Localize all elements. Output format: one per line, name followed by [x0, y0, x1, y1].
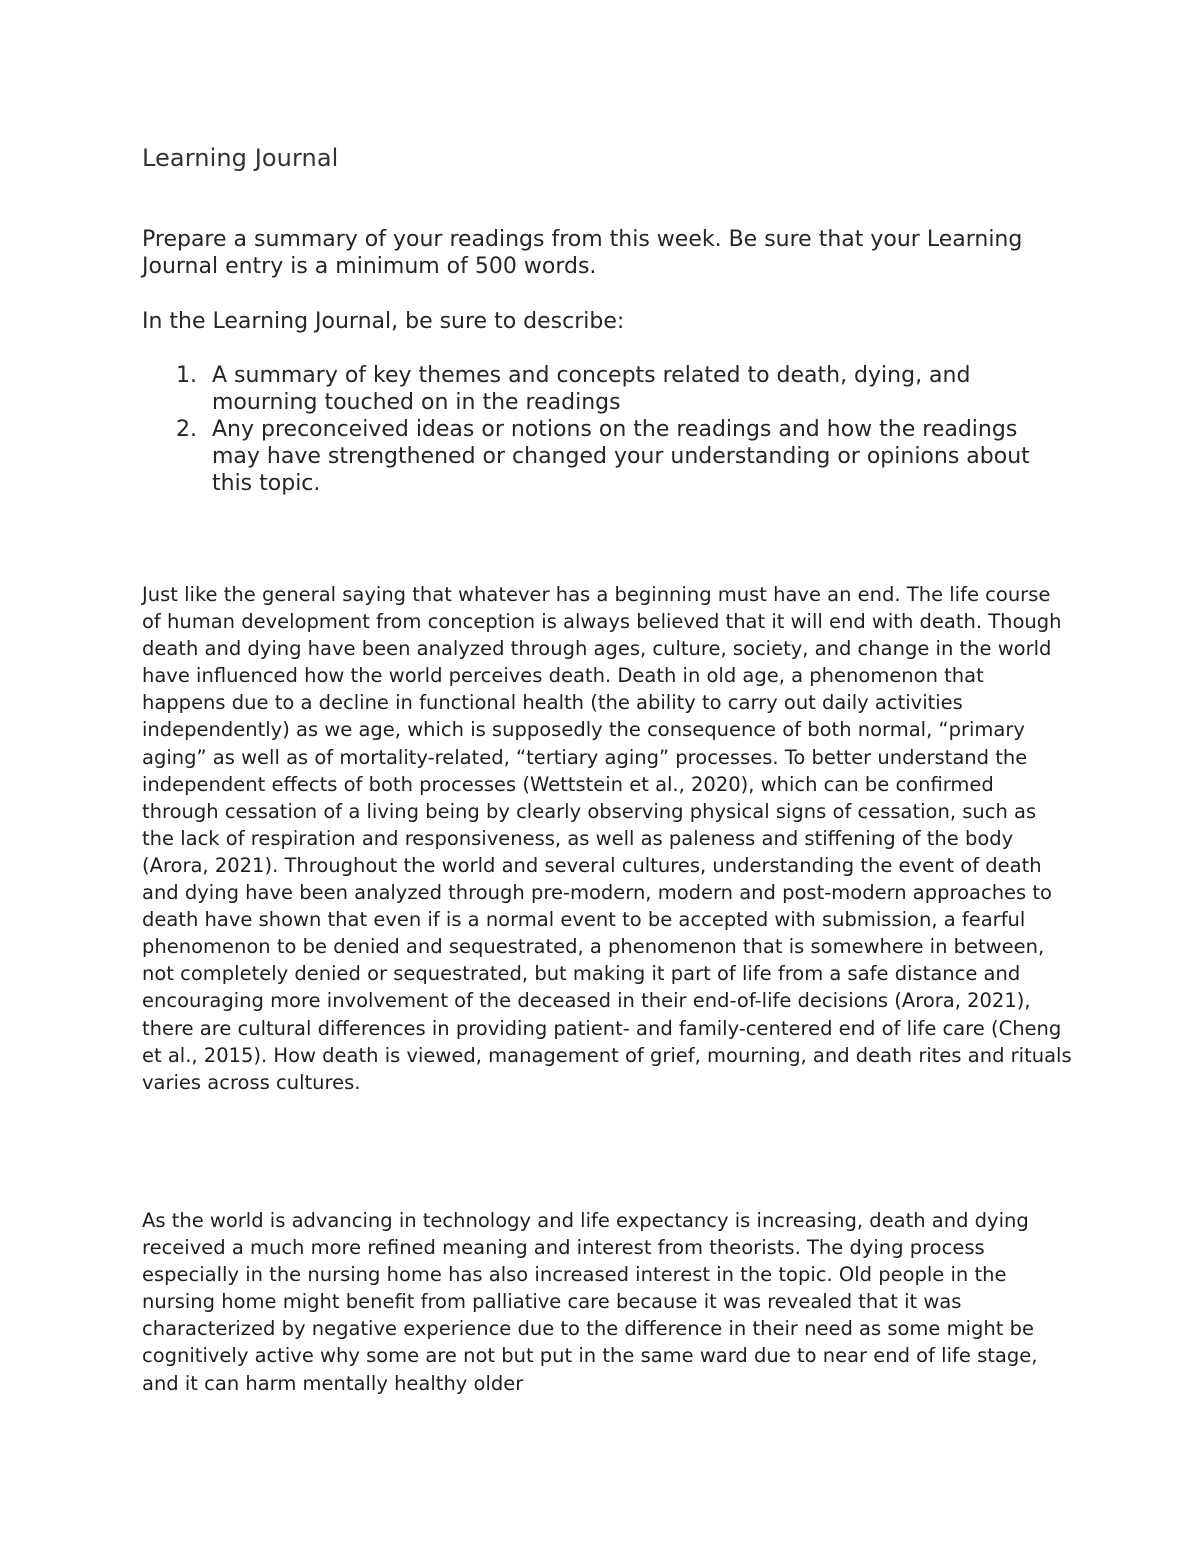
- task-number: 2.: [176, 417, 197, 442]
- essay-paragraph: Just like the general saying that whatever has a beginning must have an end. The life course of human development from conception is always believed that it will end with death. Though death and dying have been analyzed through ages, culture, society, and change in the world have influenced how the world perceives death. Death in old age, a phenomenon that happens due to a decline in functional health (the ability to carry out daily activities independently) as we age, which is supposedly the consequence of both normal, “primary aging” as well as of mortality-related, “tertiary aging” processes. To better understand the independent effects of both processes (Wettstein et al., 2020), which can be confirmed through cessation of a living being by clearly observing physical signs of cessation, such as the lack of respiration and responsiveness, as well as paleness and stiffening of the body (Arora, 2021). Throughout the world and several cultures, understanding the event of death and dying have been analyzed through pre-modern, modern and post-modern approaches to death have shown that even if is a normal event to be accepted with submission, a fearful phenomenon to be denied and sequestrated, a phenomenon that is somewhere in between, not completely denied or sequestrated, but making it part of life from a safe distance and encouraging more involvement of the deceased in their end-of-life decisions (Arora, 2021), there are cultural differences in providing patient- and family-centered end of life care (Cheng et al., 2015). How death is viewed, management of grief, mourning, and death rites and rituals varies across cultures.: [142, 583, 1072, 1094]
- intro-paragraph: Prepare a summary of your readings from this week. Be sure that your Learning Journal entry is a minimum of 500 words.: [142, 227, 1023, 279]
- instructions-block: [142, 226, 1042, 497]
- describe-prompt: In the Learning Journal, be sure to describe:: [142, 309, 625, 334]
- task-text: Any preconceived ideas or notions on the readings and how the readings may have strengthened or changed your understanding or opinions about this topic.: [212, 417, 1030, 496]
- task-item: [176, 416, 1042, 497]
- task-list: [142, 362, 1042, 497]
- essay-paragraph: As the world is advancing in technology and life expectancy is increasing, death and dying received a much more refined meaning and interest from theorists. The dying process especially in the nursing home has also increased interest in the topic. Old people in the nursing home might benefit from palliative care because it was revealed that it was characterized by negative experience due to the difference in their need as some might be cognitively active why some are not but put in the same ward due to near end of life stage, and it can harm mentally healthy older: [142, 1209, 1038, 1395]
- task-item: [176, 362, 1042, 416]
- task-number: 1.: [176, 363, 197, 388]
- document-title: Learning Journal: [142, 144, 339, 172]
- task-text: A summary of key themes and concepts related to death, dying, and mourning touched on in the readings: [212, 363, 971, 415]
